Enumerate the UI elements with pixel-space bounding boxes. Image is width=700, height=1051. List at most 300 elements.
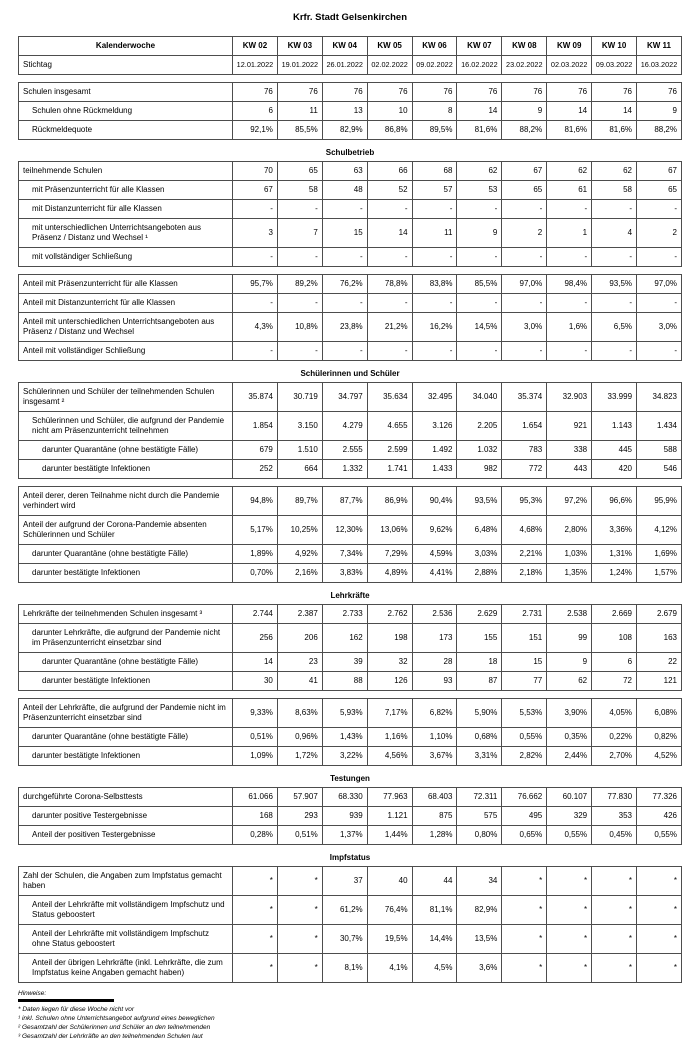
footnote-heading: Hinweise:: [18, 990, 47, 997]
value-cell: 95,9%: [637, 487, 682, 516]
value-cell: -: [502, 342, 547, 361]
value-cell: 15: [322, 219, 367, 248]
value-cell: 5,17%: [233, 516, 278, 545]
value-cell: 3,22%: [322, 747, 367, 766]
value-cell: 0,55%: [547, 826, 592, 845]
value-cell: 921: [547, 412, 592, 441]
footnote-line: * Daten liegen für diese Woche nicht vor: [18, 1006, 134, 1013]
value-cell: 76: [502, 83, 547, 102]
value-cell: 1,44%: [367, 826, 412, 845]
value-cell: 94,8%: [233, 487, 278, 516]
value-cell: 1.434: [637, 412, 682, 441]
value-cell: 4,89%: [367, 564, 412, 583]
value-cell: -: [502, 200, 547, 219]
value-cell: 2.205: [457, 412, 502, 441]
value-cell: 4,05%: [592, 699, 637, 728]
value-cell: 39: [322, 653, 367, 672]
row-label-cell: Lehrkräfte der teilnehmenden Schulen insgesamt ³: [19, 605, 233, 624]
table-row: [19, 200, 682, 219]
value-cell: 126: [367, 672, 412, 691]
value-cell: 76: [367, 83, 412, 102]
value-cell: *: [592, 954, 637, 983]
value-cell: 85,5%: [457, 275, 502, 294]
table-row: [19, 121, 682, 140]
value-cell: 1,03%: [547, 545, 592, 564]
value-cell: 445: [592, 441, 637, 460]
kw-column-header-cell: KW 06: [412, 37, 457, 56]
value-cell: 78,8%: [367, 275, 412, 294]
table-row: [19, 954, 682, 983]
value-cell: 67: [637, 162, 682, 181]
value-cell: *: [502, 954, 547, 983]
value-cell: 5,93%: [322, 699, 367, 728]
value-cell: 95,3%: [502, 487, 547, 516]
value-cell: 58: [592, 181, 637, 200]
value-cell: 35.634: [367, 383, 412, 412]
value-cell: 0,28%: [233, 826, 278, 845]
value-cell: -: [322, 342, 367, 361]
stichtag-date-cell: 16.02.2022: [457, 56, 502, 75]
value-cell: 76: [233, 83, 278, 102]
value-cell: 252: [233, 460, 278, 479]
value-cell: 3,83%: [322, 564, 367, 583]
value-cell: 66: [367, 162, 412, 181]
value-cell: 2,16%: [277, 564, 322, 583]
value-cell: 30,7%: [322, 925, 367, 954]
kw-column-header-cell: KW 04: [322, 37, 367, 56]
value-cell: 293: [277, 807, 322, 826]
value-cell: 76: [457, 83, 502, 102]
value-cell: 4,68%: [502, 516, 547, 545]
value-cell: 60.107: [547, 788, 592, 807]
value-cell: 76: [637, 83, 682, 102]
value-cell: 2.762: [367, 605, 412, 624]
value-cell: 35.374: [502, 383, 547, 412]
value-cell: 88: [322, 672, 367, 691]
value-cell: 62: [547, 672, 592, 691]
value-cell: 0,51%: [277, 826, 322, 845]
value-cell: 939: [322, 807, 367, 826]
value-cell: *: [277, 896, 322, 925]
value-cell: *: [637, 954, 682, 983]
section-header: Lehrkräfte: [330, 591, 370, 600]
value-cell: *: [637, 896, 682, 925]
value-cell: -: [412, 248, 457, 267]
row-label-cell: mit Distanzunterricht für alle Klassen: [19, 200, 233, 219]
value-cell: 34.040: [457, 383, 502, 412]
value-cell: 10,8%: [277, 313, 322, 342]
value-cell: 37: [322, 867, 367, 896]
value-cell: 1.854: [233, 412, 278, 441]
table-row: [19, 826, 682, 845]
value-cell: 6,5%: [592, 313, 637, 342]
value-cell: -: [547, 294, 592, 313]
footnotes-section: [18, 990, 682, 1041]
value-cell: 21,2%: [367, 313, 412, 342]
table-row: [19, 747, 682, 766]
value-cell: 11: [412, 219, 457, 248]
row-label-cell: Anteil der aufgrund der Corona-Pandemie absenten Schülerinnen und Schüler: [19, 516, 233, 545]
value-cell: 34: [457, 867, 502, 896]
value-cell: 32.495: [412, 383, 457, 412]
value-cell: 1: [547, 219, 592, 248]
row-label-cell: Anteil der Lehrkräfte mit vollständigem Impfschutz und Status geboostert: [19, 896, 233, 925]
table-row: [19, 896, 682, 925]
row-label-cell: Anteil der Lehrkräfte mit vollständigem Impfschutz ohne Status geboostert: [19, 925, 233, 954]
row-label-cell: darunter Quarantäne (ohne bestätigte Fälle): [19, 653, 233, 672]
value-cell: -: [277, 294, 322, 313]
section-header: Impfstatus: [329, 853, 371, 862]
value-cell: 16,2%: [412, 313, 457, 342]
table-row: [19, 275, 682, 294]
table-row: [19, 699, 682, 728]
value-cell: 14,5%: [457, 313, 502, 342]
value-cell: -: [233, 342, 278, 361]
value-cell: 426: [637, 807, 682, 826]
value-cell: 1,28%: [412, 826, 457, 845]
value-cell: 76.662: [502, 788, 547, 807]
value-cell: 1,31%: [592, 545, 637, 564]
value-cell: *: [277, 954, 322, 983]
value-cell: 90,4%: [412, 487, 457, 516]
value-cell: 168: [233, 807, 278, 826]
value-cell: -: [277, 342, 322, 361]
value-cell: 12,30%: [322, 516, 367, 545]
value-cell: 0,55%: [502, 728, 547, 747]
value-cell: 0,55%: [637, 826, 682, 845]
value-cell: 65: [277, 162, 322, 181]
value-cell: 95,7%: [233, 275, 278, 294]
row-label-cell: Anteil der Lehrkräfte, die aufgrund der Pandemie nicht im Präsenzunterricht einsetzbar sind: [19, 699, 233, 728]
value-cell: 9: [637, 102, 682, 121]
value-cell: 8,63%: [277, 699, 322, 728]
value-cell: 0,35%: [547, 728, 592, 747]
value-cell: -: [322, 294, 367, 313]
section-header: Testungen: [330, 774, 370, 783]
value-cell: -: [592, 200, 637, 219]
value-cell: 495: [502, 807, 547, 826]
row-label-cell: mit Präsenzunterricht für alle Klassen: [19, 181, 233, 200]
value-cell: 1,89%: [233, 545, 278, 564]
value-cell: 57: [412, 181, 457, 200]
value-cell: *: [233, 867, 278, 896]
table-row: [19, 313, 682, 342]
value-cell: *: [277, 925, 322, 954]
value-cell: 97,0%: [637, 275, 682, 294]
section-header: Schülerinnen und Schüler: [300, 369, 400, 378]
table-row: [19, 181, 682, 200]
kw-header-row: [19, 37, 682, 56]
value-cell: 13,5%: [457, 925, 502, 954]
stichtag-date-cell: 02.02.2022: [367, 56, 412, 75]
table-row: [19, 545, 682, 564]
stichtag-label-cell: Stichtag: [19, 56, 233, 75]
value-cell: 76: [277, 83, 322, 102]
value-cell: 206: [277, 624, 322, 653]
value-cell: 2.733: [322, 605, 367, 624]
row-label-cell: darunter bestätigte Infektionen: [19, 747, 233, 766]
value-cell: 82,9%: [322, 121, 367, 140]
value-cell: 3.150: [277, 412, 322, 441]
data-block: [18, 604, 682, 691]
value-cell: 22: [637, 653, 682, 672]
value-cell: 28: [412, 653, 457, 672]
value-cell: 1.433: [412, 460, 457, 479]
value-cell: 76,4%: [367, 896, 412, 925]
value-cell: 2.744: [233, 605, 278, 624]
value-cell: 76: [412, 83, 457, 102]
value-cell: 3,0%: [502, 313, 547, 342]
value-cell: 14,4%: [412, 925, 457, 954]
stichtag-date-cell: 09.03.2022: [592, 56, 637, 75]
value-cell: 0,51%: [233, 728, 278, 747]
value-cell: 1,6%: [547, 313, 592, 342]
value-cell: 1.510: [277, 441, 322, 460]
value-cell: 70: [233, 162, 278, 181]
value-cell: -: [367, 200, 412, 219]
value-cell: 1.121: [367, 807, 412, 826]
value-cell: 546: [637, 460, 682, 479]
value-cell: 1.032: [457, 441, 502, 460]
value-cell: 4: [592, 219, 637, 248]
value-cell: *: [637, 925, 682, 954]
value-cell: 3,90%: [547, 699, 592, 728]
row-label-cell: Schulen ohne Rückmeldung: [19, 102, 233, 121]
value-cell: 3,67%: [412, 747, 457, 766]
value-cell: -: [412, 342, 457, 361]
value-cell: 1,43%: [322, 728, 367, 747]
value-cell: 72: [592, 672, 637, 691]
value-cell: 7,29%: [367, 545, 412, 564]
value-cell: 52: [367, 181, 412, 200]
stichtag-date-cell: 12.01.2022: [233, 56, 278, 75]
value-cell: 61: [547, 181, 592, 200]
table-row: [19, 807, 682, 826]
value-cell: 86,8%: [367, 121, 412, 140]
value-cell: 61.066: [233, 788, 278, 807]
value-cell: *: [277, 867, 322, 896]
value-cell: -: [367, 294, 412, 313]
value-cell: 7,34%: [322, 545, 367, 564]
value-cell: 2,80%: [547, 516, 592, 545]
table-row: [19, 925, 682, 954]
value-cell: 34.823: [637, 383, 682, 412]
value-cell: 2.538: [547, 605, 592, 624]
value-cell: -: [457, 294, 502, 313]
value-cell: -: [547, 200, 592, 219]
data-block: [18, 382, 682, 479]
value-cell: 353: [592, 807, 637, 826]
value-cell: 13: [322, 102, 367, 121]
value-cell: -: [592, 294, 637, 313]
row-label-cell: darunter bestätigte Infektionen: [19, 564, 233, 583]
row-label-cell: darunter Lehrkräfte, die aufgrund der Pandemie nicht im Präsenzunterricht einsetzbar sind: [19, 624, 233, 653]
value-cell: 1,35%: [547, 564, 592, 583]
value-cell: 4,5%: [412, 954, 457, 983]
value-cell: 664: [277, 460, 322, 479]
value-cell: 9: [502, 102, 547, 121]
value-cell: 81,6%: [547, 121, 592, 140]
value-cell: 18: [457, 653, 502, 672]
value-cell: -: [277, 248, 322, 267]
value-cell: 0,80%: [457, 826, 502, 845]
row-label-cell: darunter positive Testergebnisse: [19, 807, 233, 826]
value-cell: 88,2%: [637, 121, 682, 140]
value-cell: 1,72%: [277, 747, 322, 766]
value-cell: 97,0%: [502, 275, 547, 294]
stichtag-row: [19, 56, 682, 75]
value-cell: 121: [637, 672, 682, 691]
value-cell: 4.279: [322, 412, 367, 441]
table-row: [19, 487, 682, 516]
value-cell: -: [637, 342, 682, 361]
table-row: [19, 605, 682, 624]
value-cell: 14: [547, 102, 592, 121]
data-block: [18, 274, 682, 361]
value-cell: *: [502, 867, 547, 896]
value-cell: 58: [277, 181, 322, 200]
value-cell: 76: [547, 83, 592, 102]
stichtag-date-cell: 23.02.2022: [502, 56, 547, 75]
value-cell: 87,7%: [322, 487, 367, 516]
value-cell: 81,6%: [592, 121, 637, 140]
value-cell: 77.963: [367, 788, 412, 807]
value-cell: 9,33%: [233, 699, 278, 728]
value-cell: 11: [277, 102, 322, 121]
value-cell: 1.332: [322, 460, 367, 479]
row-label-cell: darunter Quarantäne (ohne bestätigte Fälle): [19, 441, 233, 460]
value-cell: 96,6%: [592, 487, 637, 516]
value-cell: 89,5%: [412, 121, 457, 140]
value-cell: 83,8%: [412, 275, 457, 294]
value-cell: -: [233, 248, 278, 267]
stichtag-date-cell: 16.03.2022: [637, 56, 682, 75]
value-cell: *: [592, 925, 637, 954]
value-cell: 3,0%: [637, 313, 682, 342]
row-label-cell: Anteil der übrigen Lehrkräfte (inkl. Lehrkräfte, die zum Impfstatus keine Angaben gemacht haben): [19, 954, 233, 983]
value-cell: 77: [502, 672, 547, 691]
value-cell: 3,6%: [457, 954, 502, 983]
value-cell: 2.599: [367, 441, 412, 460]
value-cell: 30.719: [277, 383, 322, 412]
row-label-cell: Anteil mit Distanzunterricht für alle Klassen: [19, 294, 233, 313]
value-cell: -: [412, 294, 457, 313]
value-cell: 6: [233, 102, 278, 121]
value-cell: 2,88%: [457, 564, 502, 583]
table-row: [19, 672, 682, 691]
value-cell: 6,82%: [412, 699, 457, 728]
value-cell: 33.999: [592, 383, 637, 412]
value-cell: 99: [547, 624, 592, 653]
table-row: [19, 294, 682, 313]
value-cell: -: [637, 294, 682, 313]
value-cell: 0,82%: [637, 728, 682, 747]
value-cell: 85,5%: [277, 121, 322, 140]
row-label-cell: darunter Quarantäne (ohne bestätigte Fälle): [19, 728, 233, 747]
kw-column-header-cell: KW 11: [637, 37, 682, 56]
value-cell: 3,03%: [457, 545, 502, 564]
kw-column-header-cell: KW 09: [547, 37, 592, 56]
value-cell: 173: [412, 624, 457, 653]
row-label-cell: Schülerinnen und Schüler, die aufgrund der Pandemie nicht am Präsenzunterricht teilnehmen: [19, 412, 233, 441]
value-cell: 6,08%: [637, 699, 682, 728]
value-cell: 68.403: [412, 788, 457, 807]
table-row: [19, 788, 682, 807]
value-cell: 1,57%: [637, 564, 682, 583]
table-row: [19, 460, 682, 479]
table-row: [19, 412, 682, 441]
row-label-cell: Anteil der positiven Testergebnisse: [19, 826, 233, 845]
row-label-cell: Schulen insgesamt: [19, 83, 233, 102]
value-cell: 443: [547, 460, 592, 479]
report-table: [18, 36, 682, 983]
value-cell: 62: [457, 162, 502, 181]
value-cell: 40: [367, 867, 412, 896]
data-block: [18, 82, 682, 140]
value-cell: 68.330: [322, 788, 367, 807]
value-cell: 2: [637, 219, 682, 248]
value-cell: 92,1%: [233, 121, 278, 140]
value-cell: 89,2%: [277, 275, 322, 294]
table-row: [19, 162, 682, 181]
value-cell: 4,52%: [637, 747, 682, 766]
value-cell: 10,25%: [277, 516, 322, 545]
value-cell: 9,62%: [412, 516, 457, 545]
stichtag-date-cell: 02.03.2022: [547, 56, 592, 75]
value-cell: *: [547, 954, 592, 983]
value-cell: 588: [637, 441, 682, 460]
value-cell: 86,9%: [367, 487, 412, 516]
value-cell: 88,2%: [502, 121, 547, 140]
value-cell: 3,36%: [592, 516, 637, 545]
value-cell: 93,5%: [592, 275, 637, 294]
kw-column-header-cell: KW 03: [277, 37, 322, 56]
value-cell: -: [502, 294, 547, 313]
value-cell: 76: [592, 83, 637, 102]
value-cell: 14: [457, 102, 502, 121]
value-cell: 5,90%: [457, 699, 502, 728]
value-cell: -: [592, 248, 637, 267]
value-cell: 0,65%: [502, 826, 547, 845]
value-cell: 4.655: [367, 412, 412, 441]
table-row: [19, 102, 682, 121]
value-cell: 7: [277, 219, 322, 248]
value-cell: 2: [502, 219, 547, 248]
kw-column-header-cell: KW 05: [367, 37, 412, 56]
value-cell: 8: [412, 102, 457, 121]
value-cell: 0,96%: [277, 728, 322, 747]
value-cell: *: [233, 954, 278, 983]
table-row: [19, 441, 682, 460]
value-cell: -: [322, 200, 367, 219]
value-cell: 67: [502, 162, 547, 181]
value-cell: 1,24%: [592, 564, 637, 583]
value-cell: 3.126: [412, 412, 457, 441]
value-cell: 44: [412, 867, 457, 896]
value-cell: 48: [322, 181, 367, 200]
value-cell: 14: [592, 102, 637, 121]
value-cell: 2.679: [637, 605, 682, 624]
value-cell: 3,31%: [457, 747, 502, 766]
value-cell: *: [592, 896, 637, 925]
value-cell: 4,56%: [367, 747, 412, 766]
value-cell: -: [547, 342, 592, 361]
value-cell: -: [277, 200, 322, 219]
value-cell: -: [233, 200, 278, 219]
value-cell: 9: [547, 653, 592, 672]
value-cell: 34.797: [322, 383, 367, 412]
value-cell: 772: [502, 460, 547, 479]
